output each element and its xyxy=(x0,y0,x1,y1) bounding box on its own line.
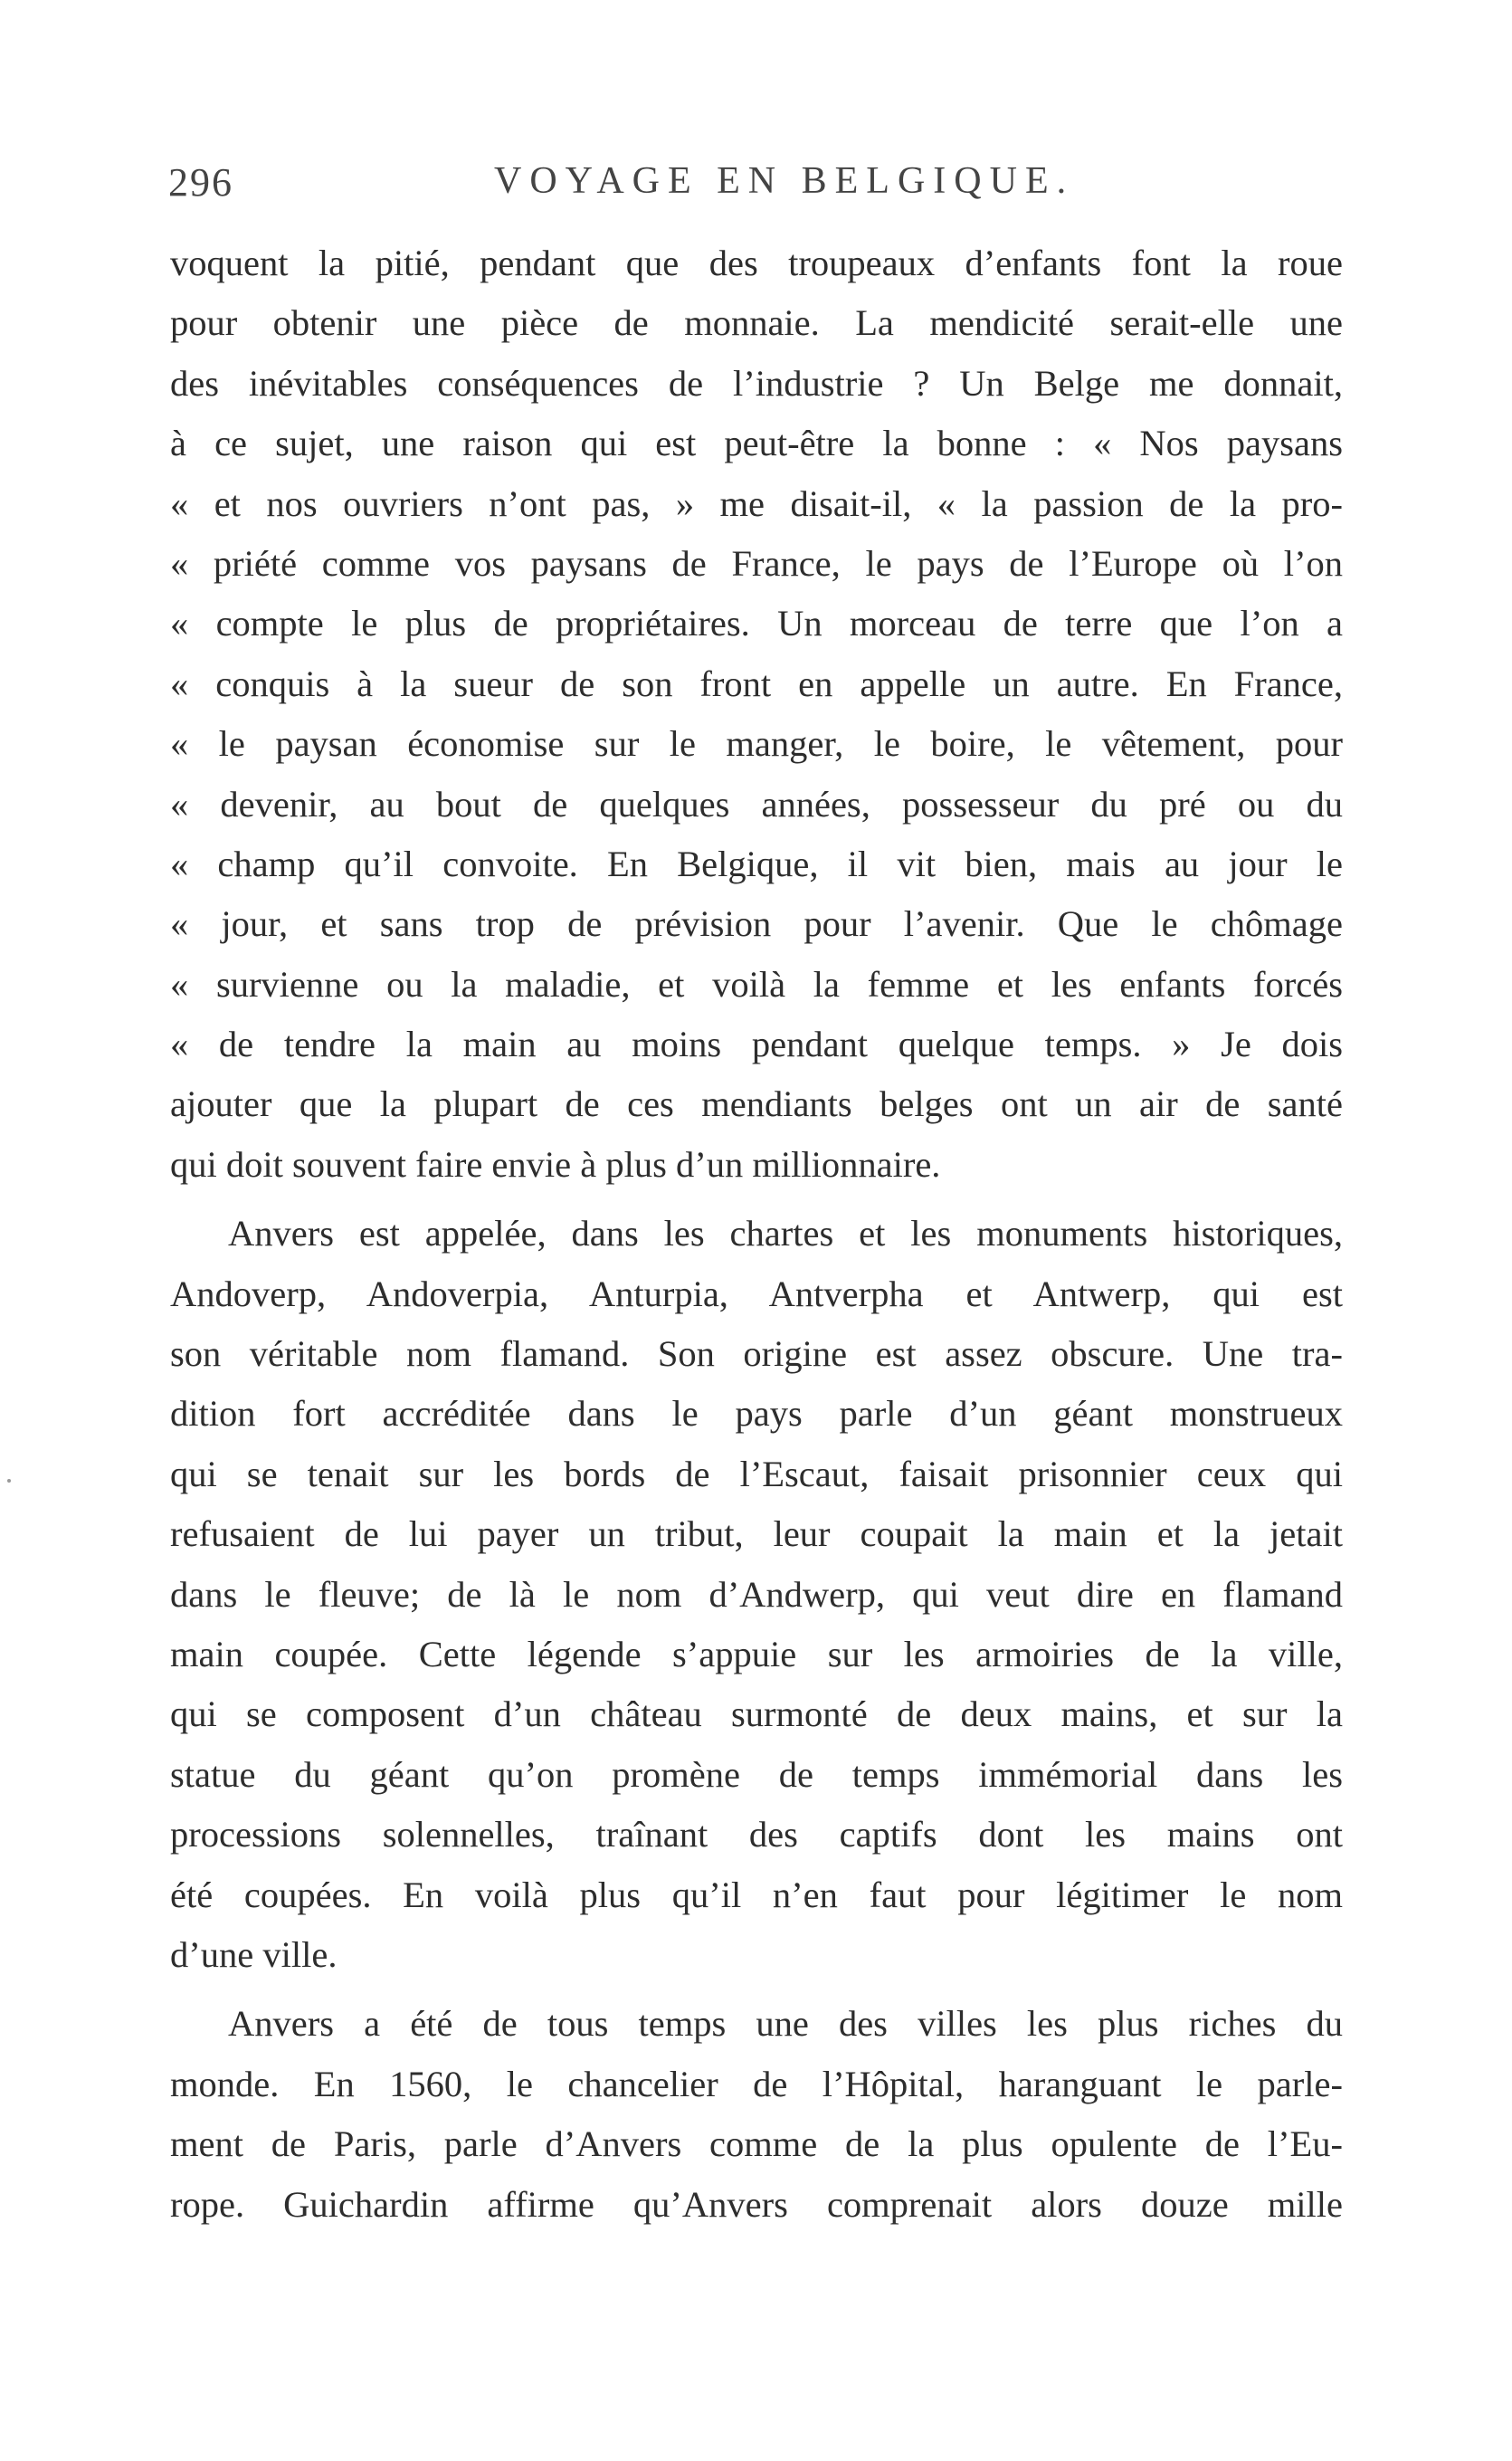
paragraph-gap xyxy=(170,1985,1343,1994)
text-line: Andoverp, Andoverpia, Anturpia, Antverpha et Antwerp, qui est xyxy=(170,1273,1343,1314)
text-line: « jour, et sans trop de prévision pour l’avenir. Que le chômage xyxy=(170,903,1343,945)
text-line: été coupées. En voilà plus qu’il n’en faut pour légitimer le nom xyxy=(170,1874,1343,1915)
margin-speck xyxy=(7,1479,11,1483)
text-line: des inévitables conséquences de l’industrie ? Un Belge me donnait, xyxy=(170,362,1343,404)
text-line: processions solennelles, traînant des captifs dont les mains ont xyxy=(170,1814,1343,1855)
text-line: monde. En 1560, le chancelier de l’Hôpital, haranguant le parle- xyxy=(170,2063,1343,2104)
running-head xyxy=(168,159,1345,214)
text-line: « champ qu’il convoite. En Belgique, il vit bien, mais au jour le xyxy=(170,843,1343,884)
text-line: main coupée. Cette légende s’appuie sur les armoiries de la ville, xyxy=(170,1633,1343,1674)
paragraph-gap xyxy=(170,1195,1343,1204)
text-line: d’une ville. xyxy=(170,1933,338,1975)
text-line: « survienne ou la maladie, et voilà la femme et les enfants forcés xyxy=(170,963,1343,1005)
text-line: « de tendre la main au moins pendant quelque temps. » Je dois xyxy=(170,1024,1343,1065)
text-line: ajouter que la plupart de ces mendiants belges ont un air de santé xyxy=(170,1083,1343,1125)
text-line: « le paysan économise sur le manger, le boire, le vêtement, pour xyxy=(170,723,1343,765)
running-title: VOYAGE EN BELGIQUE. xyxy=(494,160,1075,202)
text-line: qui doit souvent faire envie à plus d’un millionnaire. xyxy=(170,1143,941,1185)
page-number: 296 xyxy=(168,160,233,205)
text-line: statue du géant qu’on promène de temps immémorial dans les xyxy=(170,1753,1343,1795)
text-line: Anvers est appelée, dans les chartes et les monuments historiques, xyxy=(228,1213,1343,1254)
text-line: « devenir, au bout de quelques années, possesseur du pré ou du xyxy=(170,783,1343,825)
text-line: dans le fleuve; de là le nom d’Andwerp, qui veut dire en flamand xyxy=(170,1573,1343,1615)
text-line: Anvers a été de tous temps une des villes les plus riches du xyxy=(228,2003,1343,2045)
text-line: qui se tenait sur les bords de l’Escaut, faisait prisonnier ceux qui xyxy=(170,1453,1343,1494)
text-line: « priété comme vos paysans de France, le pays de l’Europe où l’on xyxy=(170,542,1343,584)
text-line: dition fort accréditée dans le pays parle d’un géant monstrueux xyxy=(170,1393,1343,1435)
text-line: rope. Guichardin affirme qu’Anvers comprenait alors douze mille xyxy=(170,2183,1343,2225)
text-line: refusaient de lui payer un tribut, leur coupait la main et la jetait xyxy=(170,1513,1343,1555)
text-line: voquent la pitié, pendant que des troupeaux d’enfants font la roue xyxy=(170,243,1343,283)
text-line: son véritable nom flamand. Son origine est assez obscure. Une tra- xyxy=(170,1333,1343,1375)
text-line: pour obtenir une pièce de monnaie. La mendicité serait-elle une xyxy=(170,302,1343,344)
text-line: ment de Paris, parle d’Anvers comme de la plus opulente de l’Eu- xyxy=(170,2123,1343,2165)
text-line: qui se composent d’un château surmonté de deux mains, et sur la xyxy=(170,1693,1343,1735)
text-line: « et nos ouvriers n’ont pas, » me disait-il, « la passion de la pro- xyxy=(170,482,1343,524)
text-line: « compte le plus de propriétaires. Un morceau de terre que l’on a xyxy=(170,603,1343,644)
text-line: à ce sujet, une raison qui est peut-être la bonne : « Nos paysans xyxy=(170,423,1343,464)
body-text xyxy=(170,234,1343,2235)
text-line: « conquis à la sueur de son front en appelle un autre. En France, xyxy=(170,663,1343,704)
